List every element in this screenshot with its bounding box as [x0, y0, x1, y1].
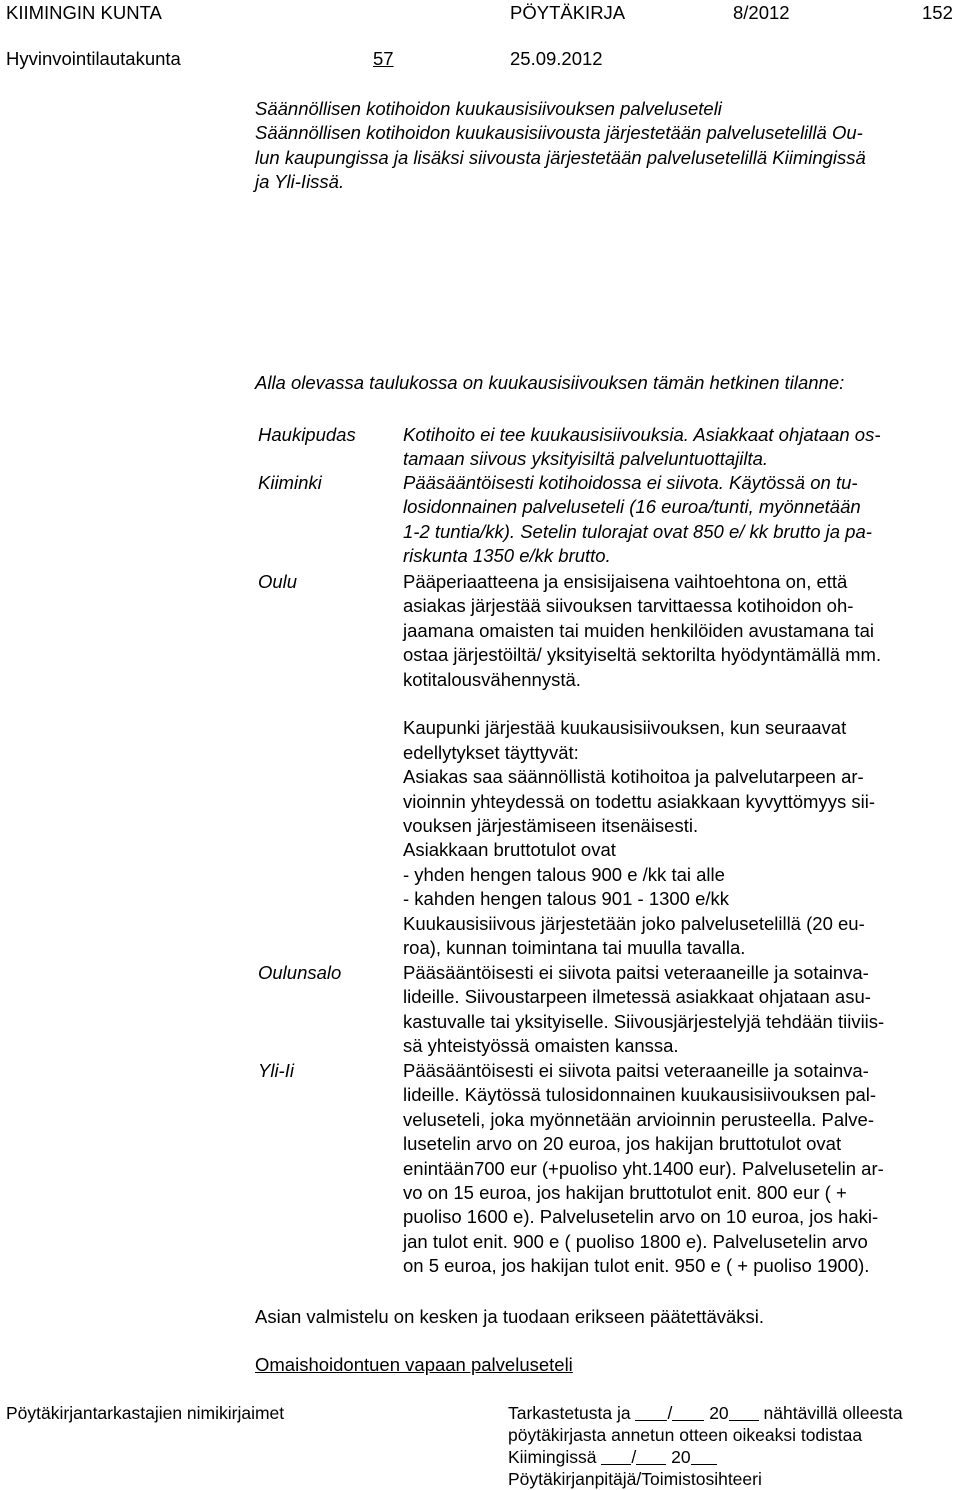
footer-check-year: 20 — [709, 1403, 729, 1423]
footer-year-blank — [729, 1402, 759, 1421]
description-line: ostaa järjestöiltä/ yksityiseltä sektorilta hyödyntämällä mm. — [403, 644, 882, 666]
footer-month-blank — [672, 1402, 704, 1421]
document-number: 8/2012 — [733, 2, 790, 23]
description-line: - kahden hengen talous 901 - 1300 e/kk — [403, 888, 730, 910]
closing-statement: Asian valmistelu on kesken ja tuodaan erikseen päätettäväksi. — [255, 1306, 765, 1327]
footer-place-year: 20 — [671, 1447, 691, 1467]
description-spacer — [403, 692, 881, 716]
description-line: 1-2 tuntia/kk). Setelin tulorajat ovat 850 e/ kk brutto ja pa- — [403, 520, 872, 542]
municipality-name: KIIMINGIN KUNTA — [6, 2, 162, 23]
description-line: vioinnin yhteydessä on todettu asiakkaan kyvyttömyys sii- — [403, 790, 875, 812]
municipality-label-oulunsalo: Oulunsalo — [258, 962, 342, 983]
description-oulu — [403, 570, 881, 961]
description-line: vo on 15 euroa, jos hakijan bruttotulot enit. 800 eur ( + — [403, 1182, 847, 1204]
description-line: lideille. Käytössä tulosidonnainen kuukausisiivouksen pal- — [403, 1084, 877, 1106]
intro-heading: Säännöllisen kotihoidon kuukausisiivouksen palveluseteli — [255, 98, 722, 119]
page-number: 152 — [922, 2, 953, 23]
municipality-label-yli-ii: Yli-Ii — [258, 1060, 294, 1081]
meeting-date: 25.09.2012 — [510, 48, 603, 69]
municipality-label-haukipudas: Haukipudas — [258, 424, 356, 445]
next-section-heading: Omaishoidontuen vapaan palveluseteli — [255, 1354, 573, 1375]
committee-name: Hyvinvointilautakunta — [6, 48, 181, 69]
municipality-label-oulu: Oulu — [258, 571, 298, 592]
description-line: kastuvalle tai yksityiselle. Siivousjärjestelyjä tehdään tiiviis- — [403, 1010, 885, 1032]
table-intro: Alla olevassa taulukossa on kuukausisiivouksen tämän hetkinen tilanne: — [255, 372, 845, 393]
description-haukipudas — [403, 423, 881, 471]
description-line: lideille. Siivoustarpeen ilmetessä asiakkaat ohjataan asu- — [403, 986, 871, 1008]
description-line: veluseteli, joka myönnetään arvioinnin perusteella. Palve- — [403, 1108, 874, 1130]
footer-place-month-blank — [636, 1446, 666, 1465]
footer-check-line — [508, 1402, 903, 1424]
description-kiiminki — [403, 471, 872, 569]
description-line: - yhden hengen talous 900 e /kk tai alle — [403, 863, 725, 885]
description-line: Pääsääntöisesti ei siivota paitsi veteraaneille ja sotainva- — [403, 962, 869, 983]
footer-check-prefix: Tarkastetusta ja — [508, 1403, 631, 1423]
footer-place-year-blank — [691, 1446, 717, 1465]
footer-inspectors-label: Pöytäkirjantarkastajien nimikirjaimet — [6, 1403, 285, 1423]
description-line: losidonnainen palveluseteli (16 euroa/tunti, myönnetään — [403, 496, 861, 518]
description-line: jaamana omaisten tai muiden henkilöiden avustamana tai — [403, 619, 875, 641]
description-line: Asiakas saa säännöllistä kotihoitoa ja palvelutarpeen ar- — [403, 766, 864, 788]
description-line: roa), kunnan toimintana tai muulla tavalla. — [403, 937, 746, 959]
description-line: Kotihoito ei tee kuukausisiivouksia. Asiakkaat ohjataan os- — [403, 424, 881, 445]
description-oulunsalo — [403, 961, 884, 1059]
description-line: Pääsääntöisesti kotihoidossa ei siivota. Käytössä on tu- — [403, 472, 858, 493]
description-yli-ii — [403, 1059, 884, 1279]
description-line: Pääsääntöisesti ei siivota paitsi veteraaneille ja sotainva- — [403, 1060, 869, 1081]
description-line: Kaupunki järjestää kuukausisiivouksen, kun seuraavat — [403, 717, 847, 739]
intro-block — [255, 97, 866, 195]
description-line: jan tulot enit. 900 e ( puoliso 1800 e). Palvelusetelin arvo — [403, 1230, 868, 1252]
footer-place-line — [508, 1446, 717, 1468]
description-line: puoliso 1600 e). Palvelusetelin arvo on 10 euroa, jos haki- — [403, 1206, 879, 1228]
footer-check-slash: / — [667, 1403, 673, 1423]
footer-day-blank — [635, 1402, 667, 1421]
description-line: Asiakkaan bruttotulot ovat — [403, 839, 616, 861]
footer-place-day-blank — [601, 1446, 631, 1465]
description-line: Pääperiaatteena ja ensisijaisena vaihtoehtona on, että — [403, 571, 848, 592]
description-line: asiakas järjestää siivouksen tarvittaessa kotihoidon oh- — [403, 595, 854, 617]
description-line: sä yhteistyössä omaisten kanssa. — [403, 1035, 679, 1057]
description-line: lusetelin arvo on 20 euroa, jos hakijan bruttotulot ovat — [403, 1133, 842, 1155]
footer-extract-line: pöytäkirjasta annetun otteen oikeaksi todistaa — [508, 1425, 863, 1445]
description-line: tamaan siivous yksityisiltä palveluntuottajilta. — [403, 448, 769, 469]
municipality-label-kiiminki: Kiiminki — [258, 472, 322, 493]
description-line: riskunta 1350 e/kk brutto. — [403, 545, 611, 567]
intro-line: Säännöllisen kotihoidon kuukausisiivousta järjestetään palvelusetelillä Ou- — [255, 122, 863, 144]
description-line: vouksen järjestämiseen itsenäisesti. — [403, 815, 699, 837]
description-line: kotitalousvähennystä. — [403, 668, 581, 690]
footer-place-prefix: Kiimingissä — [508, 1447, 597, 1467]
intro-line: ja Yli-Iissä. — [255, 171, 345, 193]
footer-check-suffix: nähtävillä olleesta — [763, 1403, 903, 1423]
description-line: enintään700 eur (+puoliso yht.1400 eur). Palvelusetelin ar- — [403, 1157, 884, 1179]
footer-place-slash: / — [631, 1447, 637, 1467]
intro-line: lun kaupungissa ja lisäksi siivousta järjestetään palvelusetelillä Kiimingissä — [255, 146, 866, 168]
description-line: Kuukausisiivous järjestetään joko palvelusetelillä (20 eu- — [403, 912, 865, 934]
document-type: PÖYTÄKIRJA — [510, 2, 626, 23]
description-line: edellytykset täyttyvät: — [403, 741, 579, 763]
section-number: 57 — [373, 48, 394, 69]
description-line: on 5 euroa, jos hakijan tulot enit. 950 e ( + puoliso 1900). — [403, 1255, 870, 1277]
footer-signer: Pöytäkirjanpitäjä/Toimistosihteeri — [508, 1469, 762, 1489]
